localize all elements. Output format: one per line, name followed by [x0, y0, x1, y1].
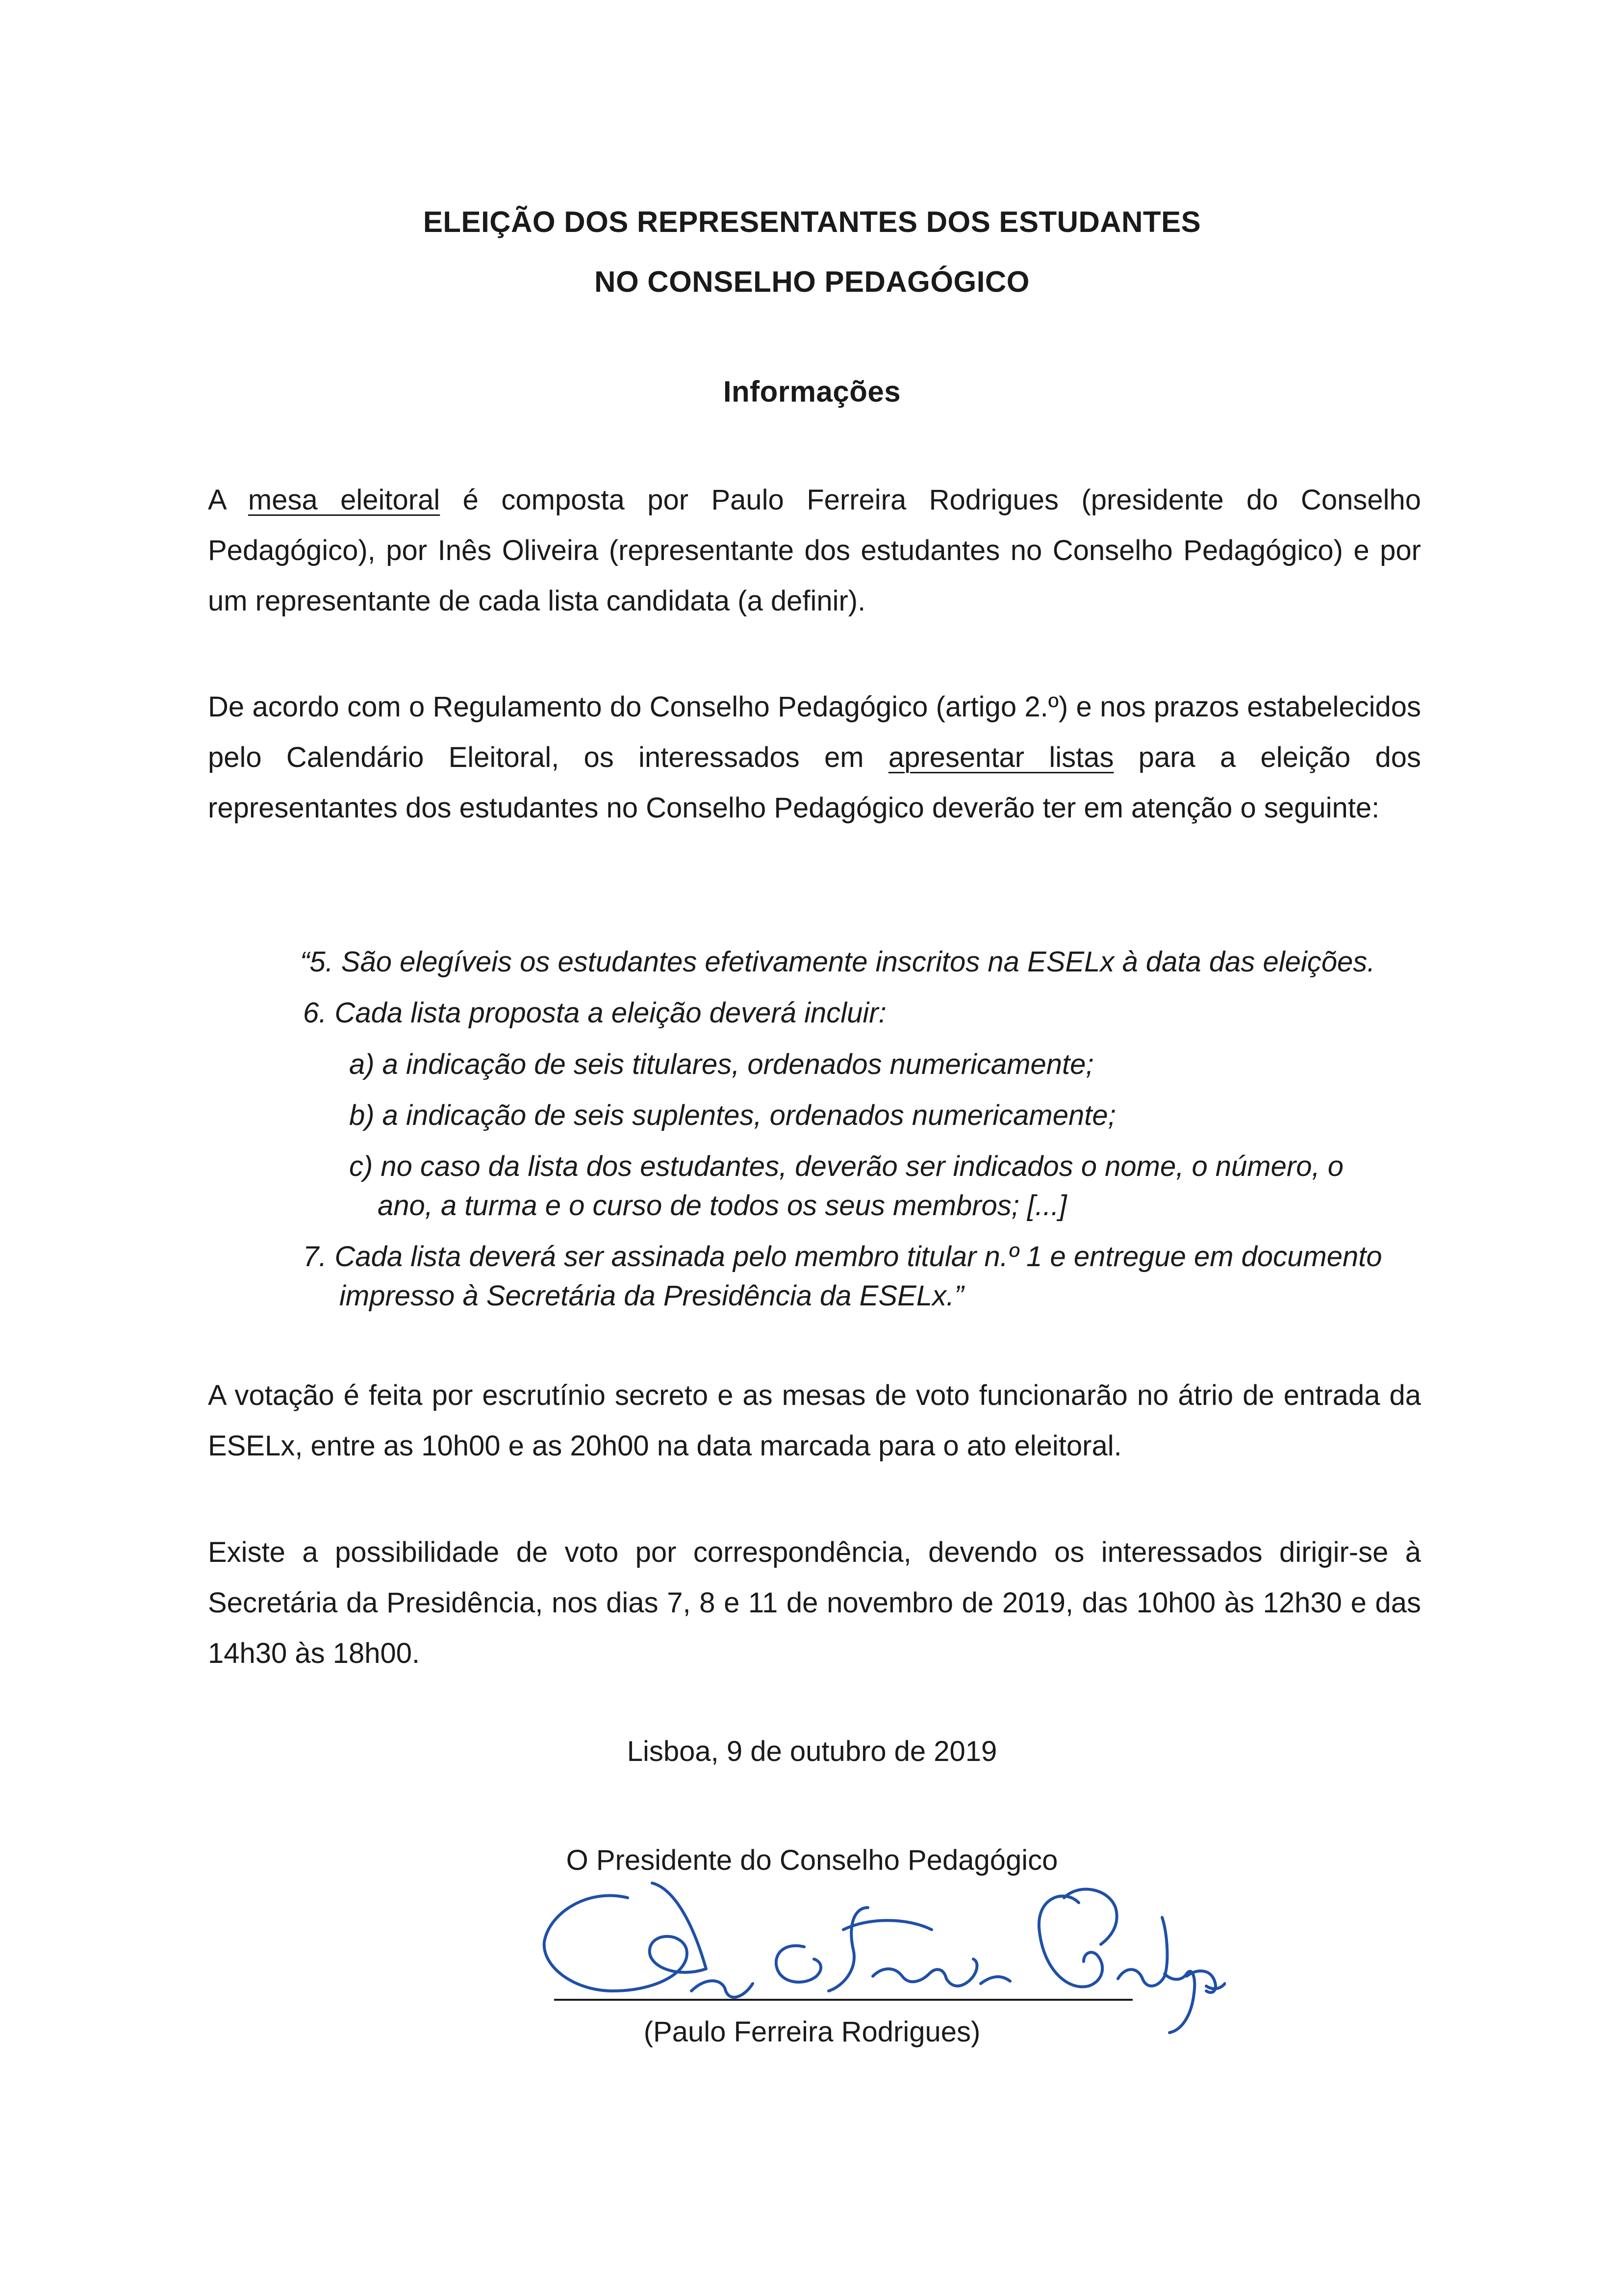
quote-line-7: 7. Cada lista deverá ser assinada pelo membro titular n.º 1 e entregue em documento: [303, 1241, 1382, 1273]
document-title-line-2: NO CONSELHO PEDAGÓGICO: [594, 265, 1030, 298]
place-and-date: Lisboa, 9 de outubro de 2019: [627, 1735, 997, 1767]
quote-line-3: a) a indicação de seis titulares, ordenados numericamente;: [349, 1048, 1094, 1080]
quote-line-1: “5. São elegíveis os estudantes efetivamente inscritos na ESELx à data das eleições.: [300, 946, 1375, 978]
signatory-role: O Presidente do Conselho Pedagógico: [566, 1844, 1058, 1876]
paragraph-1-lead: A: [208, 484, 248, 516]
paragraph-2-lead: De acordo com o Regulamento do Conselho Pedagógico (artigo 2.º) e nos prazos estabelecidos pelo Calendário Eleitoral, os interessados em: [208, 691, 1421, 773]
paragraph-voting: A votação é feita por escrutínio secreto e as mesas de voto funcionarão no átrio de entrada da ESELx, entre as 10h00 e as 20h00 na data marcada para o ato eleitoral.: [208, 1379, 1421, 1462]
paragraph-2-rest: para a eleição dos representantes dos estudantes no Conselho Pedagógico deverão ter em atenção o seguinte:: [208, 741, 1421, 824]
quote-line-8: impresso à Secretária da Presidência da ESELx.”: [339, 1280, 964, 1312]
quote-line-2: 6. Cada lista proposta a eleição deverá incluir:: [303, 997, 887, 1029]
quote-line-4: b) a indicação de seis suplentes, ordenados numericamente;: [349, 1099, 1116, 1131]
document-title-line-1: ELEIÇÃO DOS REPRESENTANTES DOS ESTUDANTES: [423, 205, 1201, 238]
quote-line-6: ano, a turma e o curso de todos os seus membros; [...]: [378, 1190, 1067, 1222]
paragraph-correspondence-vote: Existe a possibilidade de voto por correspondência, devendo os interessados dirigir-se à Secretária da Presidência, nos dias 7, 8 e 11 de novembro de 2019, das 10h00 às 12h30 e das 14h30 às 18h00.: [208, 1536, 1421, 1669]
section-heading: Informações: [723, 375, 901, 408]
paragraph-electoral-table: [208, 475, 1421, 626]
paragraph-1-rest: é composta por Paulo Ferreira Rodrigues (presidente do Conselho Pedagógico), por Inês Oliveira (representante dos estudantes no Conselho Pedagógico) e por um representante de cada lista candidata (a definir).: [208, 484, 1421, 617]
signatory-name: (Paulo Ferreira Rodrigues): [643, 2016, 981, 2048]
paragraph-1-underlined: mesa eleitoral: [248, 484, 440, 516]
paragraph-regulation: [208, 682, 1421, 833]
quote-line-5: c) no caso da lista dos estudantes, deverão ser indicados o nome, o número, o: [349, 1150, 1344, 1182]
paragraph-2-underlined: apresentar listas: [888, 741, 1114, 773]
